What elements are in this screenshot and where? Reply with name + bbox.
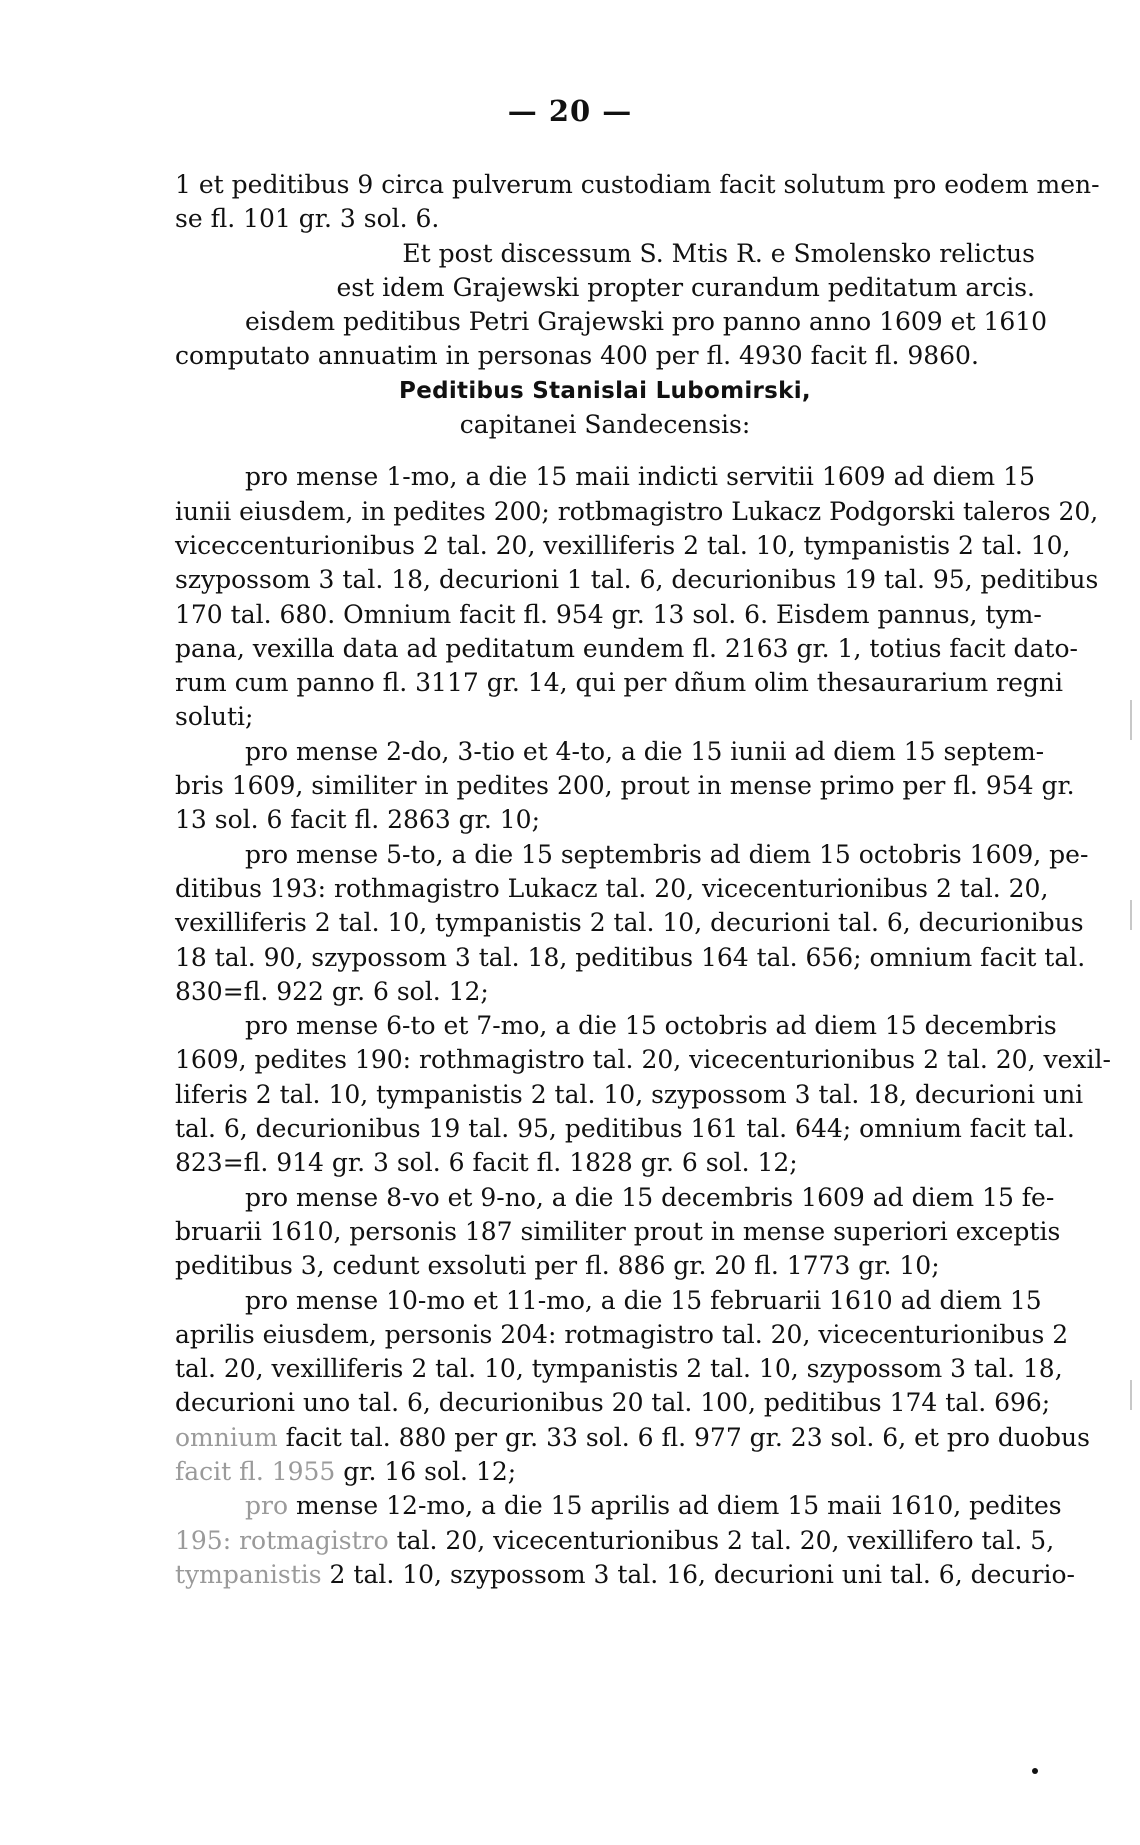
text-line: peditibus 3, cedunt exsoluti per fl. 886 gr. 20 fl. 1773 gr. 10; <box>175 1251 940 1281</box>
text-line: vexilliferis 2 tal. 10, tympanistis 2 tal. 10, decurioni tal. 6, decurionibus <box>175 908 1084 938</box>
text-line: aprilis eiusdem, personis 204: rotmagistro tal. 20, vicecenturionibus 2 <box>175 1319 1069 1349</box>
text-line: tal. 20, vexilliferis 2 tal. 10, tympanistis 2 tal. 10, szypossom 3 tal. 18, <box>175 1354 1063 1384</box>
text-line: rum cum panno fl. 3117 gr. 14, qui per dñum olim thesaurarium regni <box>175 668 1063 698</box>
text-line: Et post discessum S. Mtis R. e Smolensko relictus <box>402 238 1035 268</box>
faded-text: facit fl. 1955 <box>175 1456 336 1486</box>
text-line: viceccenturionibus 2 tal. 20, vexilliferis 2 tal. 10, tympanistis 2 tal. 10, <box>175 530 1071 560</box>
text-line: 823=fl. 914 gr. 3 sol. 6 facit fl. 1828 gr. 6 sol. 12; <box>175 1148 798 1178</box>
text-fragment: 2 tal. 10, szypossom 3 tal. 16, decurioni uni tal. 6, decurio- <box>321 1559 1075 1589</box>
text-line: pro mense 6-to et 7-mo, a die 15 octobris ad diem 15 decembris <box>245 1011 1057 1041</box>
text-line: pro mense 1-mo, a die 15 maii indicti servitii 1609 ad diem 15 <box>245 462 1035 492</box>
faded-text: omnium <box>175 1422 278 1452</box>
ink-speck <box>1032 1768 1038 1774</box>
text-line: liferis 2 tal. 10, tympanistis 2 tal. 10, szypossom 3 tal. 18, decurioni uni <box>175 1079 1084 1109</box>
text-line <box>175 1558 1075 1592</box>
section-subheading: capitanei Sandecensis: <box>459 410 751 440</box>
text-line: pro mense 10-mo et 11-mo, a die 15 februarii 1610 ad diem 15 <box>245 1285 1042 1315</box>
section-heading: Peditibus Stanislai Lubomirski, <box>399 377 811 404</box>
text-line <box>175 1455 1035 1489</box>
text-line <box>175 1489 1062 1523</box>
text-line: est idem Grajewski propter curandum peditatum arcis. <box>336 272 1035 302</box>
text-fragment: gr. 16 sol. 12; <box>335 1456 517 1486</box>
page-number: — 20 — <box>507 94 633 128</box>
text-line: iunii eiusdem, in pedites 200; rotbmagistro Lukacz Podgorski taleros 20, <box>175 496 1099 526</box>
faded-text: 195: rotmagistro <box>175 1525 389 1555</box>
scan-edge-mark <box>1130 700 1132 740</box>
text-line: 13 sol. 6 facit fl. 2863 gr. 10; <box>175 805 541 835</box>
text-line <box>175 1421 1090 1455</box>
text-fragment: mense 12-mo, a die 15 aprilis ad diem 15 maii 1610, pedites <box>288 1491 1062 1521</box>
text-line: 830=fl. 922 gr. 6 sol. 12; <box>175 976 489 1006</box>
text-line <box>175 1524 1055 1558</box>
text-line: computato annuatim in personas 400 per fl. 4930 facit fl. 9860. <box>175 341 979 371</box>
text-line: 18 tal. 90, szypossom 3 tal. 18, peditibus 164 tal. 656; omnium facit tal. <box>175 942 1086 972</box>
scan-edge-mark <box>1130 900 1132 930</box>
faded-text: pro <box>245 1491 289 1521</box>
text-line: decurioni uno tal. 6, decurionibus 20 tal. 100, peditibus 174 tal. 696; <box>175 1388 1051 1418</box>
text-line: pro mense 2-do, 3-tio et 4-to, a die 15 iunii ad diem 15 septem- <box>245 736 1045 766</box>
text-fragment: tal. 20, vicecenturionibus 2 tal. 20, vexillifero tal. 5, <box>388 1525 1055 1555</box>
faded-text: tympanistis <box>175 1559 322 1589</box>
text-line: 1 et peditibus 9 circa pulverum custodiam facit solutum pro eodem men- <box>175 170 1100 199</box>
text-fragment: facit tal. 880 per gr. 33 sol. 6 fl. 977 gr. 23 sol. 6, et pro duobus <box>277 1422 1090 1452</box>
text-line: szypossom 3 tal. 18, decurioni 1 tal. 6, decurionibus 19 tal. 95, peditibus <box>175 565 1099 595</box>
text-line: 1609, pedites 190: rothmagistro tal. 20, vicecenturionibus 2 tal. 20, vexil- <box>175 1045 1111 1075</box>
body-text <box>175 168 1111 1592</box>
text-line: se fl. 101 gr. 3 sol. 6. <box>175 204 440 234</box>
text-line: pro mense 5-to, a die 15 septembris ad diem 15 octobris 1609, pe- <box>245 839 1089 869</box>
text-line: pana, vexilla data ad peditatum eundem fl. 2163 gr. 1, totius facit dato- <box>175 633 1078 663</box>
text-line: ditibus 193: rothmagistro Lukacz tal. 20, vicecenturionibus 2 tal. 20, <box>175 873 1049 903</box>
text-line: 170 tal. 680. Omnium facit fl. 954 gr. 13 sol. 6. Eisdem pannus, tym- <box>175 599 1042 629</box>
text-line: soluti; <box>175 702 254 732</box>
scan-edge-mark <box>1130 1380 1132 1410</box>
text-line: tal. 6, decurionibus 19 tal. 95, peditibus 161 tal. 644; omnium facit tal. <box>175 1114 1075 1144</box>
text-line: eisdem peditibus Petri Grajewski pro panno anno 1609 et 1610 <box>245 307 1048 337</box>
text-line: pro mense 8-vo et 9-no, a die 15 decembris 1609 ad diem 15 fe- <box>245 1182 1055 1212</box>
text-line: bruarii 1610, personis 187 similiter prout in mense superiori exceptis <box>175 1216 1061 1246</box>
text-line: bris 1609, similiter in pedites 200, prout in mense primo per fl. 954 gr. <box>175 771 1075 801</box>
